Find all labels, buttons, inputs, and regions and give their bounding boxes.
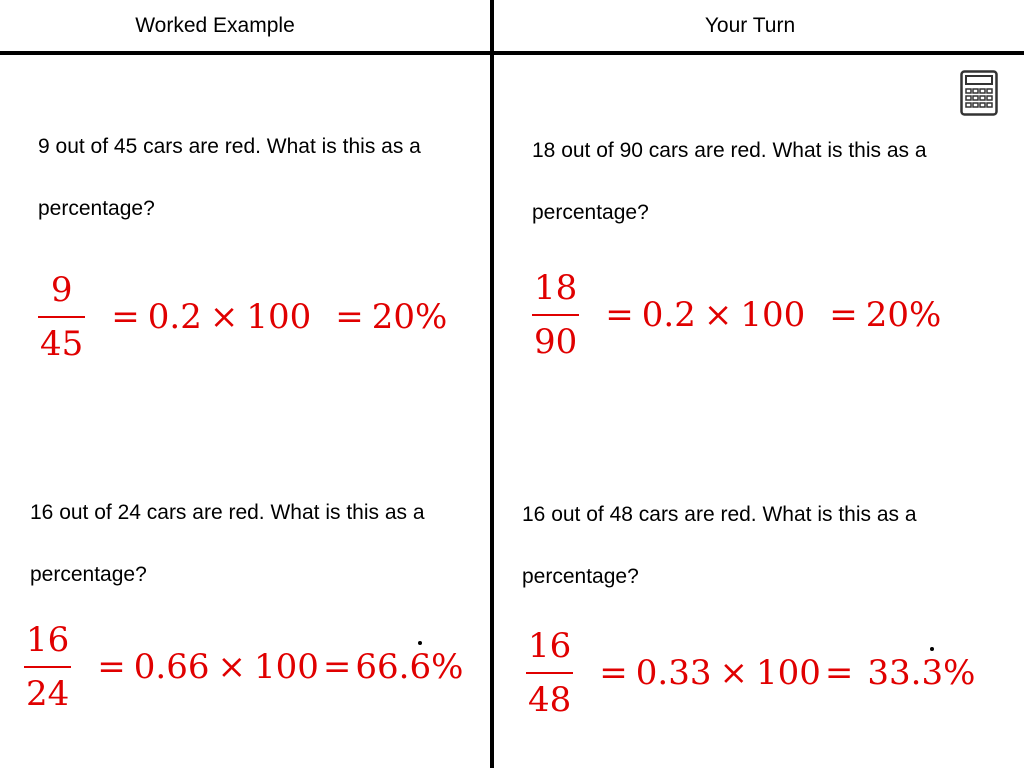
result-value: 20 [371, 297, 416, 337]
column-divider [490, 0, 494, 768]
result-unit: % [943, 653, 976, 693]
denominator: 45 [40, 324, 84, 364]
recurring-digit: 3 [921, 653, 944, 693]
hundred: 100 [755, 653, 821, 693]
fraction [526, 626, 573, 720]
fraction [38, 270, 85, 364]
your-turn-solution [526, 626, 975, 720]
denominator: 24 [26, 674, 70, 714]
equals-sign: = [111, 297, 140, 337]
your-turn-solution [532, 268, 941, 362]
numerator: 16 [26, 620, 70, 660]
fraction [532, 268, 579, 362]
worked-example-header: Worked Example [135, 14, 295, 37]
fraction-bar [24, 666, 71, 668]
question-text: 18 out of 90 cars are red. What is this as a percentage? [532, 139, 927, 224]
equals-sign: = [97, 647, 126, 687]
fraction [24, 620, 71, 714]
denominator: 90 [534, 322, 578, 362]
numerator: 9 [50, 270, 73, 310]
equals-sign: = [605, 295, 634, 335]
decimal-value: 0.33 [635, 653, 712, 693]
decimal-value: 0.2 [641, 295, 696, 335]
fraction-bar [38, 316, 85, 318]
result-value: 20 [865, 295, 910, 335]
result-value: 66. [355, 647, 410, 687]
decimal-value: 0.2 [147, 297, 202, 337]
decimal-value: 0.66 [133, 647, 210, 687]
equals-sign: = [335, 297, 364, 337]
numerator: 18 [534, 268, 578, 308]
question-text: 16 out of 48 cars are red. What is this as a percentage? [522, 503, 917, 588]
times-sign: × [217, 647, 246, 687]
question-text: 16 out of 24 cars are red. What is this as a percentage? [30, 501, 425, 586]
result-unit: % [431, 647, 464, 687]
header-divider [0, 51, 1024, 55]
times-sign: × [703, 295, 733, 335]
denominator: 48 [528, 680, 572, 720]
result-unit: % [909, 295, 942, 335]
equals-sign: = [599, 653, 628, 693]
fraction-bar [532, 314, 579, 316]
result-value: 33. [867, 653, 922, 693]
equals-sign: = [824, 653, 854, 693]
your-turn-header: Your Turn [704, 14, 796, 37]
calculator-icon [960, 70, 998, 116]
times-sign: × [209, 297, 239, 337]
fraction-bar [526, 672, 573, 674]
hundred: 100 [246, 297, 312, 337]
hundred: 100 [740, 295, 806, 335]
equals-sign: = [829, 295, 858, 335]
hundred: 100 [253, 647, 319, 687]
numerator: 16 [528, 626, 572, 666]
worked-solution [24, 620, 463, 714]
recurring-digit: 6 [409, 647, 432, 687]
times-sign: × [719, 653, 748, 693]
result-unit: % [415, 297, 448, 337]
equals-sign: = [322, 647, 352, 687]
worked-solution [38, 270, 447, 364]
question-text: 9 out of 45 cars are red. What is this as a percentage? [38, 135, 421, 220]
